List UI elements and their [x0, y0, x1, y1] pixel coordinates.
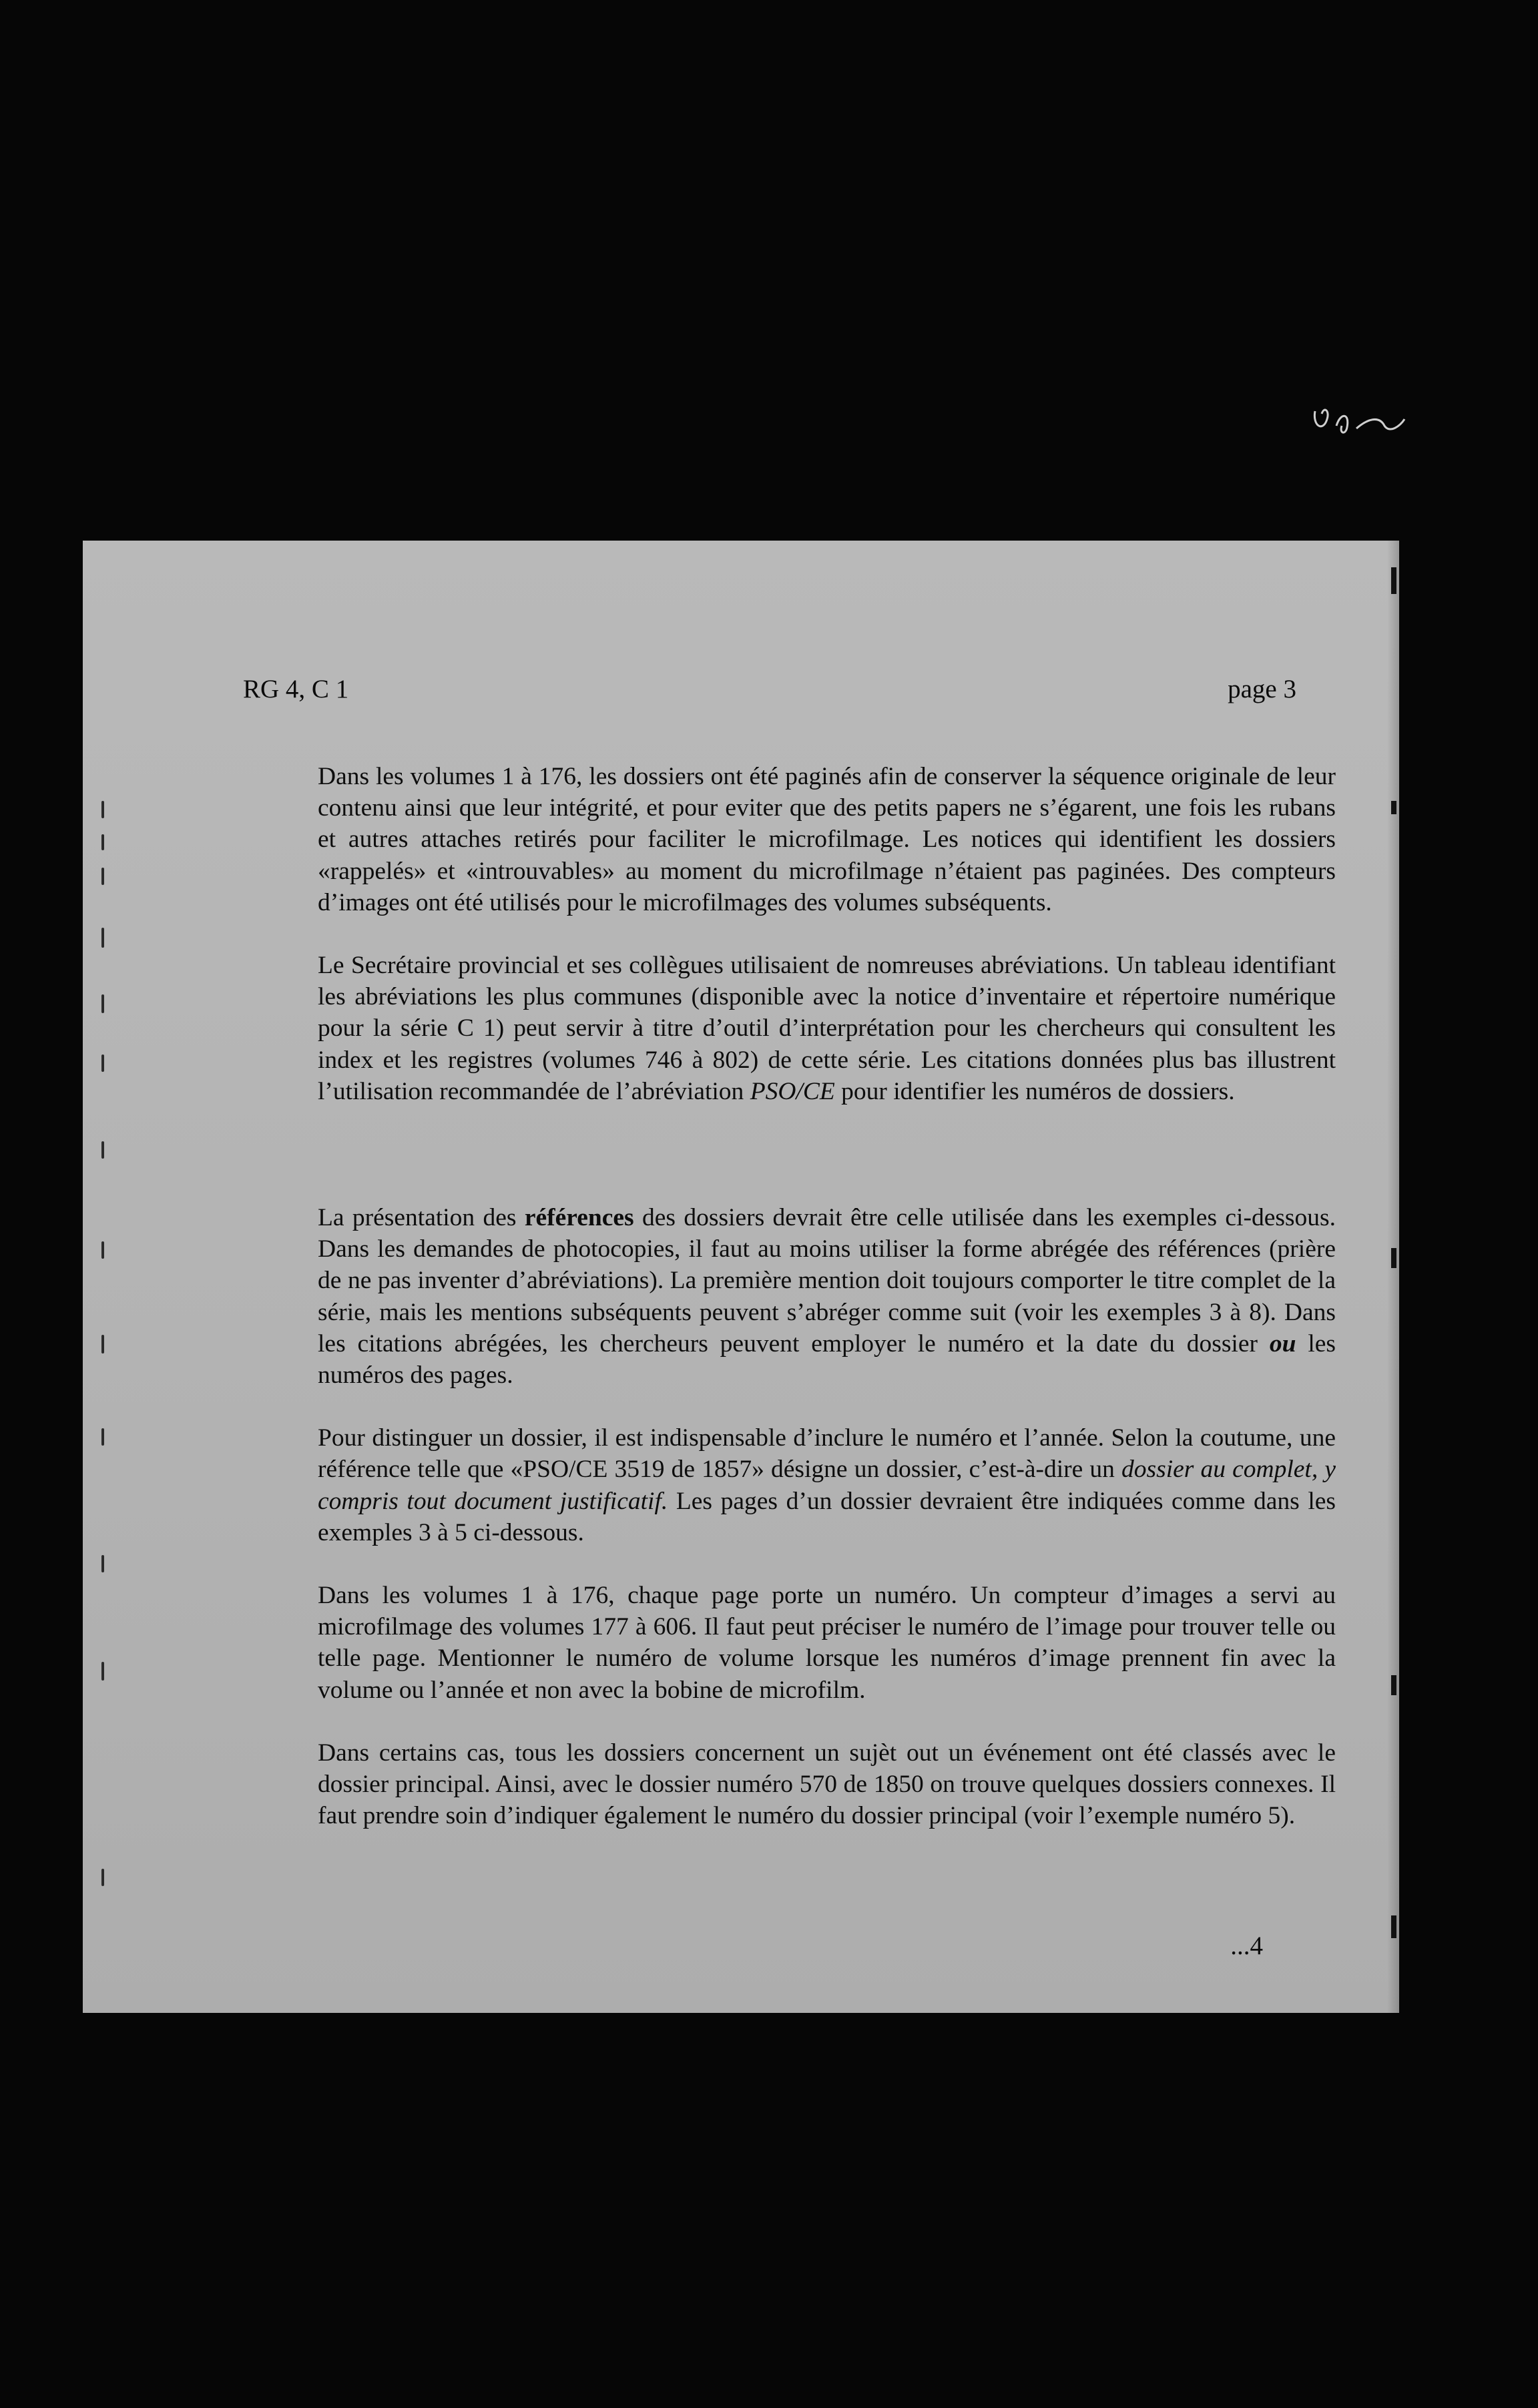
paragraph-abbreviations — [318, 950, 1336, 1107]
binding-hole-mark — [101, 1335, 104, 1353]
emphasis-bold: références — [524, 1204, 634, 1232]
document-page — [83, 541, 1399, 2013]
document-body — [318, 761, 1336, 1863]
paragraph-text: des dossiers devrait être celle utilisée dans les exemples ci-dessous. Dans les demandes de photocopies, il faut au moins utiliser la forme abrégée des références (prière de ne pas inventer d’abréviations). La première mention doit toujours comporter le titre complet de la série, mais les mentions subséquents peuvent s’abréger comme suit (voir les exemples 3 à 8). Dans les citations abrégées, les chercheurs peuvent employer le numéro et la date du dossier — [318, 1204, 1336, 1358]
binding-hole-mark — [101, 1055, 104, 1072]
paragraph-pagination: Dans les volumes 1 à 176, les dossiers ont été paginés afin de conserver la séquence originale de leur contenu ainsi que leur intégrité, et pour eviter que des petits papers ne s’égarent, une fois les rubans et autres attaches retirés pour faciliter le microfilmage. Les notices qui identifient les dossiers «rappelés» et «introuvables» au moment du microfilmage n’étaient pas paginées. Des compteurs d’images ont été utilisés pour le microfilmages des volumes subséquents. — [318, 763, 1336, 916]
page-number: page 3 — [1228, 675, 1296, 703]
binding-hole-mark — [101, 1428, 104, 1446]
edge-tick-mark — [1391, 1675, 1396, 1695]
binding-hole-mark — [101, 1555, 104, 1572]
edge-tick-mark — [1391, 801, 1396, 814]
series-reference: RG 4, C 1 — [243, 675, 349, 703]
paragraph-references — [318, 1202, 1336, 1391]
continuation-marker: ...4 — [1230, 1931, 1263, 1960]
paragraph-related-files: Dans certains cas, tous les dossiers concernent un sujèt out un événement ont été classés avec le dossier principal. Ainsi, avec le dossier numéro 570 de 1850 on trouve quelques dossiers connexes. Il faut prendre soin d’indiquer également le numéro du dossier principal (voir l’exemple numéro 5). — [318, 1739, 1336, 1830]
binding-hole-mark — [101, 1141, 104, 1159]
emphasis-italic: dossier au complet, y compris tout document justificatif. — [318, 1456, 1336, 1515]
paragraph-distinguish-file — [318, 1422, 1336, 1548]
edge-tick-mark — [1391, 1915, 1396, 1938]
binding-hole-mark — [101, 928, 104, 948]
paragraph-image-counter: Dans les volumes 1 à 176, chaque page porte un numéro. Un compteur d’images a servi au microfilmage des volumes 177 à 606. Il faut peut préciser le numéro de l’image pour trouver telle ou telle page. Mentionner le numéro de volume lorsque les numéros d’image prennent fin avec la volume ou l’année et non avec la bobine de microfilm. — [318, 1582, 1336, 1704]
abbreviation-term: PSO/CE — [750, 1077, 835, 1105]
page-edge-shadow — [1387, 541, 1399, 2013]
paragraph-text: Les pages d’un dossier devraient être indiquées comme dans les exemples 3 à 5 ci-dessous. — [318, 1487, 1336, 1546]
binding-hole-mark — [101, 868, 104, 885]
binding-hole-mark — [101, 834, 104, 850]
handwritten-folio-mark — [1310, 399, 1410, 446]
edge-tick-mark — [1391, 1248, 1396, 1268]
edge-tick-mark — [1391, 567, 1396, 594]
binding-hole-mark — [101, 1662, 104, 1681]
paragraph-text: pour identifier les numéros de dossiers. — [841, 1077, 1235, 1105]
paragraph-text: Le Secrétaire provincial et ses collègues utilisaient de nomreuses abréviations. Un tableau identifiant les abréviations les plus communes (disponible avec la notice d’inventaire et répertoire numérique pour la série C 1) peut servir à titre d’outil d’interprétation pour les chercheurs qui consultent les index et les registres (volumes 746 à 802) de cette série. Les citations données plus bas illustrent l’utilisation recommandée de l’abréviation — [318, 952, 1336, 1105]
paragraph-text: Pour distinguer un dossier, il est indispensable d’inclure le numéro et l’année. Selon la coutume, une référence telle que «PSO/CE 3519 de 1857» désigne un dossier, c’est-à-dire un — [318, 1424, 1336, 1484]
paragraph-text: les numéros des pages. — [318, 1329, 1336, 1390]
binding-hole-mark — [101, 1241, 104, 1259]
binding-hole-mark — [101, 801, 104, 818]
paragraph-text: La présentation des — [318, 1204, 517, 1232]
binding-hole-mark — [101, 1869, 104, 1886]
emphasis-bold-italic: ou — [1269, 1329, 1296, 1358]
binding-hole-mark — [101, 994, 104, 1013]
